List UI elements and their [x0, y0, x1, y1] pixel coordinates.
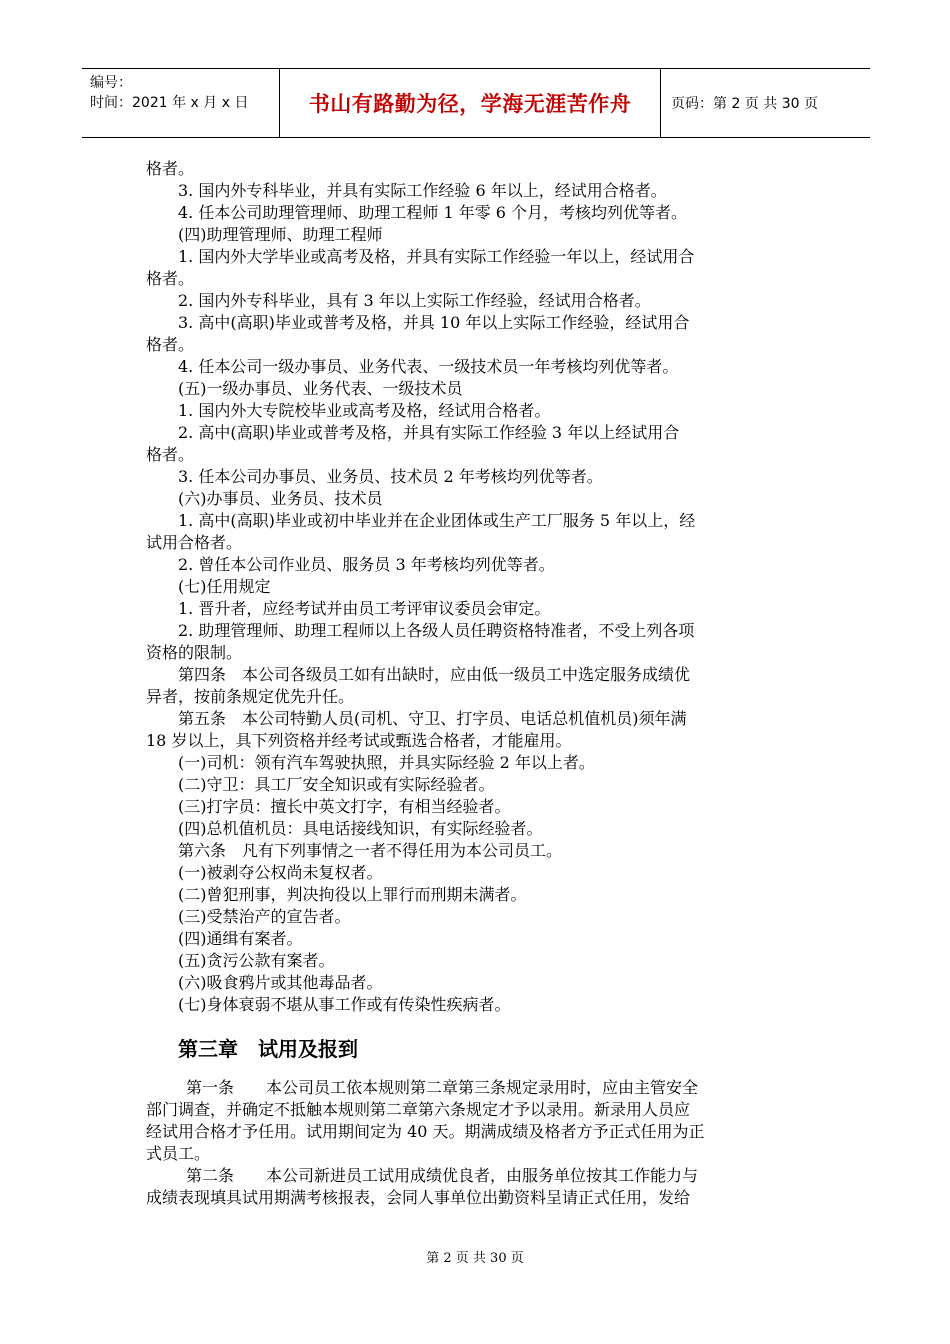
body-line: 3. 任本公司办事员、业务员、技术员 2 年考核均列优等者。	[178, 467, 603, 486]
body-line: 18 岁以上，具下列资格并经考试或甄选合格者，才能雇用。	[146, 731, 572, 750]
body-line: (七)任用规定	[178, 577, 271, 596]
body-line: 格者。	[146, 445, 195, 464]
body-line: (四)总机值机员：具电话接线知识，有实际经验者。	[178, 819, 543, 838]
page-header	[82, 68, 870, 138]
body-line: 1. 国内外大学毕业或高考及格，并具有实际工作经验一年以上，经试用合	[178, 247, 695, 266]
body-line: 资格的限制。	[146, 643, 243, 662]
body-line: (二)曾犯刑事，判决拘役以上罪行而刑期未满者。	[178, 885, 527, 904]
chapter-line: 第一条 本公司员工依本规则第二章第三条规定录用时，应由主管安全	[186, 1078, 699, 1097]
body-line: 1. 高中(高职)毕业或初中毕业并在企业团体或生产工厂服务 5 年以上，经	[178, 511, 696, 530]
body-line: 3. 国内外专科毕业，并具有实际工作经验 6 年以上，经试用合格者。	[178, 181, 667, 200]
body-line: (三)受禁治产的宣告者。	[178, 907, 351, 926]
body-line: (四)通缉有案者。	[178, 929, 303, 948]
time-label: 时间：2021 年 x 月 x 日	[90, 95, 249, 111]
body-line: 异者，按前条规定优先升任。	[146, 687, 355, 706]
chapter-line: 成绩表现填具试用期满考核报表，会同人事单位出勤资料呈请正式任用，发给	[146, 1188, 691, 1207]
header-page-label: 页码：第 2 页 共 30 页	[671, 96, 818, 112]
body-line: 2. 助理管理师、助理工程师以上各级人员任聘资格特准者，不受上列各项	[178, 621, 695, 640]
body-line: 第四条 本公司各级员工如有出缺时，应由低一级员工中选定服务成绩优	[178, 665, 691, 684]
body-line: (七)身体衰弱不堪从事工作或有传染性疾病者。	[178, 995, 511, 1014]
body-line: 4. 任本公司助理管理师、助理工程师 1 年零 6 个月，考核均列优等者。	[178, 203, 688, 222]
body-line: 1. 晋升者，应经考试并由员工考评审议委员会审定。	[178, 599, 551, 618]
chapter-line: 部门调查，并确定不抵触本规则第二章第六条规定才予以录用。新录用人员应	[146, 1100, 691, 1119]
body-line: (一)司机：领有汽车驾驶执照，并具实际经验 2 年以上者。	[178, 753, 595, 772]
body-line: 1. 国内外大专院校毕业或高考及格，经试用合格者。	[178, 401, 551, 420]
header-motto: 书山有路勤为径，学海无涯苦作舟	[280, 69, 661, 137]
body-line: 第六条 凡有下列事情之一者不得任用为本公司员工。	[178, 841, 563, 860]
body-line: 4. 任本公司一级办事员、业务代表、一级技术员一年考核均列优等者。	[178, 357, 679, 376]
body-line: 试用合格者。	[146, 533, 243, 552]
body-line: 格者。	[146, 335, 195, 354]
body-line: (六)吸食鸦片或其他毒品者。	[178, 973, 383, 992]
chapter-line: 经试用合格才予任用。试用期间定为 40 天。期满成绩及格者方予正式任用为正	[146, 1122, 705, 1141]
number-label: 编号：	[90, 75, 132, 91]
body-line: 第五条 本公司特勤人员(司机、守卫、打字员、电话总机值机员)须年满	[178, 709, 687, 728]
body-line: 格者。	[146, 269, 195, 288]
chapter-line: 第二条 本公司新进员工试用成绩优良者，由服务单位按其工作能力与	[186, 1166, 699, 1185]
body-line: (二)守卫：具工厂安全知识或有实际经验者。	[178, 775, 495, 794]
body-line: (四)助理管理师、助理工程师	[178, 225, 383, 244]
body-line: 2. 曾任本公司作业员、服务员 3 年考核均列优等者。	[178, 555, 555, 574]
body-line: (五)一级办事员、业务代表、一级技术员	[178, 379, 463, 398]
page-footer: 第 2 页 共 30 页	[426, 1251, 524, 1266]
body-text	[146, 158, 806, 1016]
chapter-title: 第三章 试用及报到	[178, 1037, 358, 1061]
header-meta	[82, 69, 280, 137]
body-line: (一)被剥夺公权尚未复权者。	[178, 863, 383, 882]
body-line: 格者。	[146, 159, 195, 178]
body-line: 2. 高中(高职)毕业或普考及格，并具有实际工作经验 3 年以上经试用合	[178, 423, 680, 442]
body-line: (三)打字员：擅长中英文打字，有相当经验者。	[178, 797, 511, 816]
chapter-body	[146, 1077, 806, 1209]
body-line: 3. 高中(高职)毕业或普考及格，并具 10 年以上实际工作经验，经试用合	[178, 313, 690, 332]
chapter-line: 式员工。	[146, 1144, 211, 1163]
body-line: (六)办事员、业务员、技术员	[178, 489, 383, 508]
body-line: 2. 国内外专科毕业，具有 3 年以上实际工作经验，经试用合格者。	[178, 291, 651, 310]
body-line: (五)贪污公款有案者。	[178, 951, 335, 970]
